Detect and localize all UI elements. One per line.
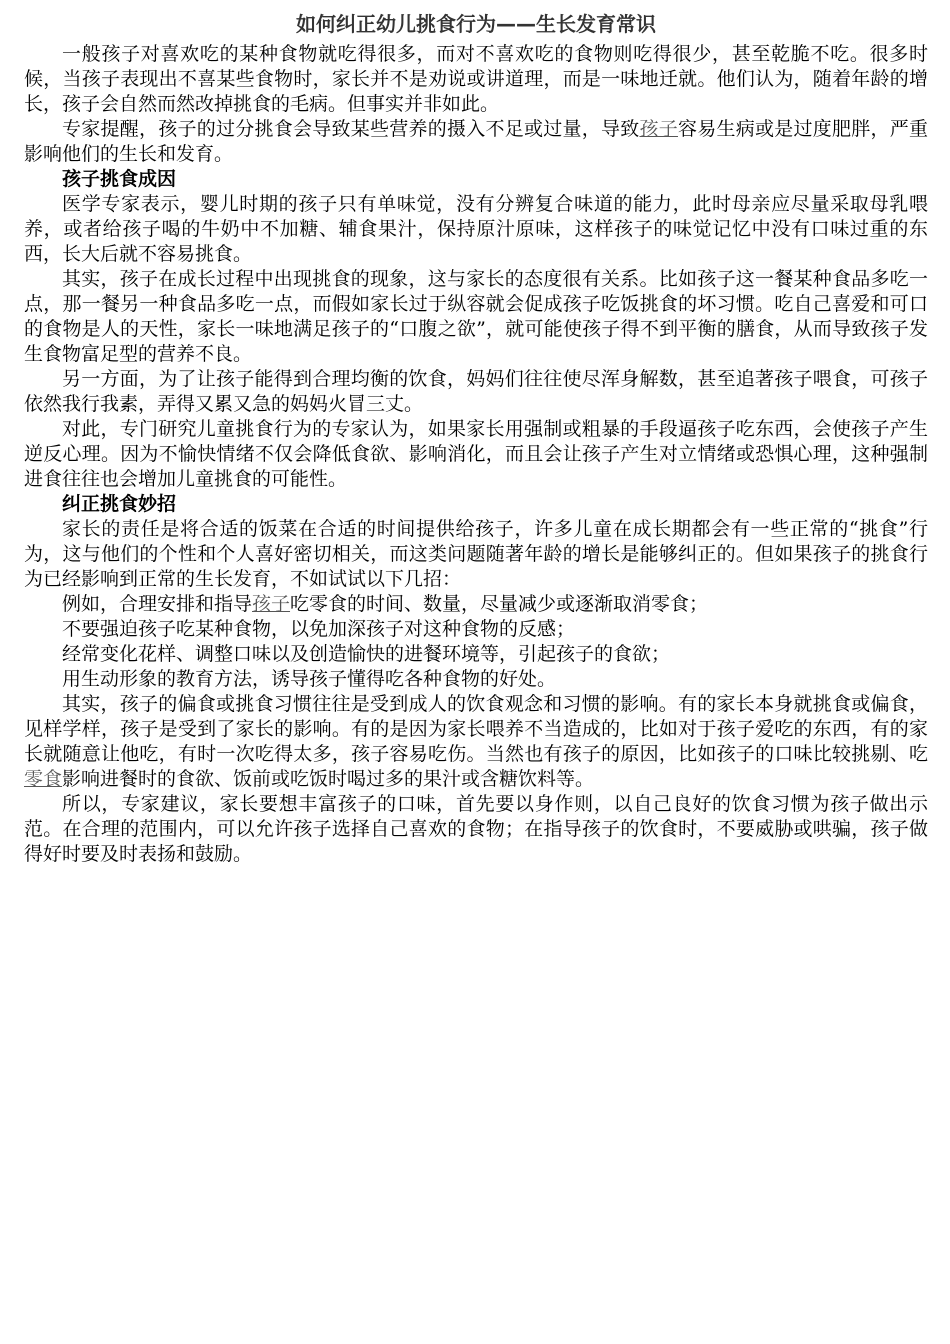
tip-snacks — [24, 592, 928, 617]
tip-variety: 经常变化花样、调整口味以及创造愉快的进餐环境等，引起孩子的食欲； — [62, 643, 671, 665]
paragraph-parent-attitude: 其实，孩子在成长过程中出现挑食的现象，这与家长的态度很有关系。比如孩子这一餐某种食品多吃一点，那一餐另一种食品多吃一点，而假如家长过于纵容就会促成孩子吃饭挑食的坏习惯。吃自己喜爱和可口的食物是人的天性，家长一味地满足孩子的“口腹之欲”，就可能使孩子得不到平衡的膳食，从而导致孩子发生食物富足型的营养不良。 — [24, 268, 928, 365]
paragraph-expert-advice: 所以，专家建议，家长要想丰富孩子的口味，首先要以身作则，以自己良好的饮食习惯为孩子做出示范。在合理的范围内，可以允许孩子选择自己喜欢的食物；在指导孩子的饮食时，不要威胁或哄骗，孩子做得好时要及时表扬和鼓励。 — [24, 793, 928, 865]
link-child[interactable]: 孩子 — [252, 593, 291, 615]
paragraph-text: 其实，孩子的偏食或挑食习惯往往是受到成人的饮食观念和习惯的影响。有的家长本身就挑食或偏食，见样学样，孩子是受到了家长的影响。有的是因为家长喂养不当造成的，比如对于孩子爱吃的东西，有的家长就随意让他吃，有时一次吃得太多，孩子容易吃伤。当然也有孩子的原因，比如孩子的口味比较挑剔、吃 — [24, 693, 928, 765]
article — [24, 8, 928, 867]
tip-education: 用生动形象的教育方法，诱导孩子懂得吃各种食物的好处。 — [62, 668, 557, 690]
paragraph-parent-duty: 家长的责任是将合适的饭菜在合适的时间提供给孩子，许多儿童在成长期都会有一些正常的“挑食”行为，这与他们的个性和个人喜好密切相关，而这类问题随著年龄的增长是能够纠正的。但如果孩子的挑食行为已经影响到正常的生长发育，不如试试以下几招： — [24, 518, 928, 590]
tip-no-forcing: 不要强迫孩子吃某种食物，以免加深孩子对这种食物的反感； — [62, 618, 576, 640]
section-heading-tips: 纠正挑食妙招 — [62, 493, 177, 515]
paragraph-infant-taste: 医学专家表示，婴儿时期的孩子只有单味觉，没有分辨复合味道的能力，此时母亲应尽量采取母乳喂养，或者给孩子喝的牛奶中不加糖、辅食果汁，保持原汁原味，这样孩子的味觉记忆中没有口味过重的东西，长大后就不容易挑食。 — [24, 193, 928, 265]
paragraph-text: 容易生病或是过度肥胖，严重影响他们的生长和发育。 — [24, 118, 928, 165]
paragraph-text: 吃零食的时间、数量，尽量减少或逐渐取消零食； — [290, 593, 709, 615]
link-child[interactable]: 孩子 — [639, 118, 678, 140]
section-heading-causes: 孩子挑食成因 — [62, 168, 177, 190]
link-snacks[interactable]: 零食 — [24, 768, 63, 790]
page-title: 如何纠正幼儿挑食行为——生长发育常识 — [296, 12, 656, 36]
paragraph-adult-influence — [24, 692, 928, 792]
paragraph-text: 影响进餐时的食欲、饭前或吃饭时喝过多的果汁或含糖饮料等。 — [62, 768, 595, 790]
paragraph-text: 例如，合理安排和指导 — [62, 593, 253, 615]
paragraph-mothers-effort: 另一方面，为了让孩子能得到合理均衡的饮食，妈妈们往往使尽浑身解数，甚至追著孩子喂食，可孩子依然我行我素，弄得又累又急的妈妈火冒三丈。 — [24, 368, 928, 415]
paragraph-intro: 一般孩子对喜欢吃的某种食物就吃得很多，而对不喜欢吃的食物则吃得很少，甚至乾脆不吃。很多时候，当孩子表现出不喜某些食物时，家长并不是劝说或讲道理，而是一味地迁就。他们认为，随着年龄的增长，孩子会自然而然改掉挑食的毛病。但事实并非如此。 — [24, 43, 928, 115]
paragraph-text: 专家提醒，孩子的过分挑食会导致某些营养的摄入不足或过量，导致 — [62, 118, 640, 140]
paragraph-expert-warning — [24, 117, 928, 167]
paragraph-forced-eating: 对此，专门研究儿童挑食行为的专家认为，如果家长用强制或粗暴的手段逼孩子吃东西，会使孩子产生逆反心理。因为不愉快情绪不仅会降低食欲、影响消化，而且会让孩子产生对立情绪或恐惧心理，这种强制进食往往也会增加儿童挑食的可能性。 — [24, 418, 928, 490]
